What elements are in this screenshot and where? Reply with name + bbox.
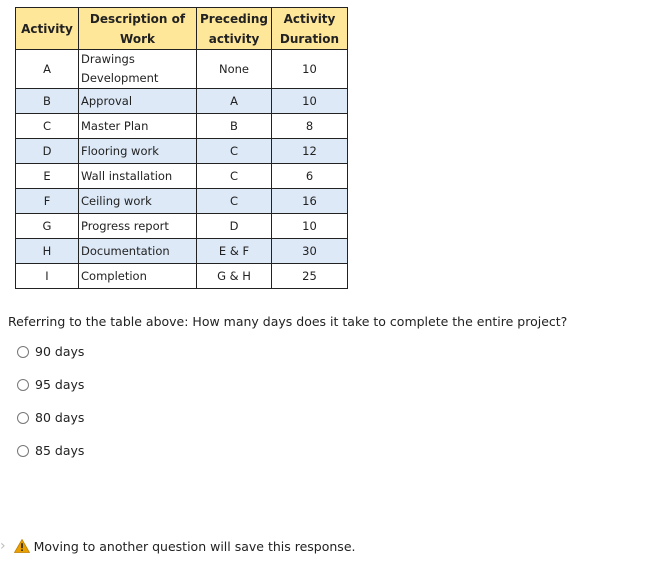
cell-preceding: C bbox=[197, 164, 272, 189]
cell-preceding: B bbox=[197, 114, 272, 139]
header-description-line1: Description of bbox=[89, 11, 186, 26]
option-80-days[interactable] bbox=[17, 410, 84, 425]
cell-description: Completion bbox=[79, 264, 197, 289]
footer-message: Moving to another question will save this response. bbox=[33, 538, 356, 554]
cell-description: Progress report bbox=[79, 214, 197, 239]
cell-duration: 8 bbox=[272, 114, 348, 139]
cell-activity: E bbox=[16, 164, 79, 189]
cell-description: Documentation bbox=[79, 239, 197, 264]
cell-description: Ceiling work bbox=[79, 189, 197, 214]
radio-button[interactable] bbox=[17, 379, 29, 391]
table-row bbox=[16, 189, 348, 214]
cell-preceding: C bbox=[197, 139, 272, 164]
table-row bbox=[16, 264, 348, 289]
cell-description-line2: Development bbox=[81, 71, 159, 85]
cell-activity: B bbox=[16, 89, 79, 114]
cell-activity: G bbox=[16, 214, 79, 239]
warning-icon bbox=[14, 539, 30, 553]
cell-preceding: C bbox=[197, 189, 272, 214]
cell-description: Approval bbox=[79, 89, 197, 114]
option-label[interactable]: 90 days bbox=[35, 344, 85, 359]
cell-description: Wall installation bbox=[79, 164, 197, 189]
cell-description bbox=[79, 50, 197, 89]
cell-duration: 25 bbox=[272, 264, 348, 289]
header-preceding-line1: Preceding bbox=[200, 11, 268, 26]
table-row bbox=[16, 89, 348, 114]
table-header-row bbox=[16, 8, 348, 50]
cell-duration: 10 bbox=[272, 89, 348, 114]
header-activity-line1: Activity bbox=[21, 21, 73, 36]
chevron-right-icon: › bbox=[0, 538, 6, 554]
radio-button[interactable] bbox=[17, 445, 29, 457]
cell-description: Master Plan bbox=[79, 114, 197, 139]
option-label[interactable]: 85 days bbox=[35, 443, 85, 458]
header-description bbox=[79, 8, 197, 50]
cell-preceding: G & H bbox=[197, 264, 272, 289]
cell-duration: 30 bbox=[272, 239, 348, 264]
cell-duration: 10 bbox=[272, 50, 348, 89]
cell-preceding: E & F bbox=[197, 239, 272, 264]
header-duration-line1: Activity bbox=[283, 11, 336, 26]
table-row bbox=[16, 139, 348, 164]
cell-preceding: D bbox=[197, 214, 272, 239]
cell-activity: I bbox=[16, 264, 79, 289]
question-text: Referring to the table above: How many days does it take to complete the entire project? bbox=[8, 314, 568, 329]
cell-activity: A bbox=[16, 50, 79, 89]
option-85-days[interactable] bbox=[17, 443, 84, 458]
option-label[interactable]: 95 days bbox=[35, 377, 85, 392]
cell-description-line1: Drawings bbox=[81, 52, 135, 66]
cell-description: Flooring work bbox=[79, 139, 197, 164]
cell-duration: 10 bbox=[272, 214, 348, 239]
cell-preceding: None bbox=[197, 50, 272, 89]
cell-duration: 16 bbox=[272, 189, 348, 214]
header-preceding-line2: activity bbox=[208, 31, 260, 46]
header-preceding bbox=[197, 8, 272, 50]
header-activity bbox=[16, 8, 79, 50]
cell-activity: D bbox=[16, 139, 79, 164]
table-row bbox=[16, 114, 348, 139]
cell-duration: 12 bbox=[272, 139, 348, 164]
table-row bbox=[16, 214, 348, 239]
cell-activity: F bbox=[16, 189, 79, 214]
radio-button[interactable] bbox=[17, 412, 29, 424]
option-90-days[interactable] bbox=[17, 344, 84, 359]
table-row bbox=[16, 239, 348, 264]
option-label[interactable]: 80 days bbox=[35, 410, 85, 425]
cell-activity: H bbox=[16, 239, 79, 264]
table-row bbox=[16, 164, 348, 189]
table-row bbox=[16, 50, 348, 89]
cell-activity: C bbox=[16, 114, 79, 139]
activity-table bbox=[15, 7, 348, 289]
header-description-line2: Work bbox=[120, 31, 155, 46]
option-95-days[interactable] bbox=[17, 377, 84, 392]
radio-button[interactable] bbox=[17, 346, 29, 358]
header-duration bbox=[272, 8, 348, 50]
cell-preceding: A bbox=[197, 89, 272, 114]
save-warning bbox=[0, 538, 355, 554]
header-duration-line2: Duration bbox=[279, 31, 340, 46]
cell-duration: 6 bbox=[272, 164, 348, 189]
